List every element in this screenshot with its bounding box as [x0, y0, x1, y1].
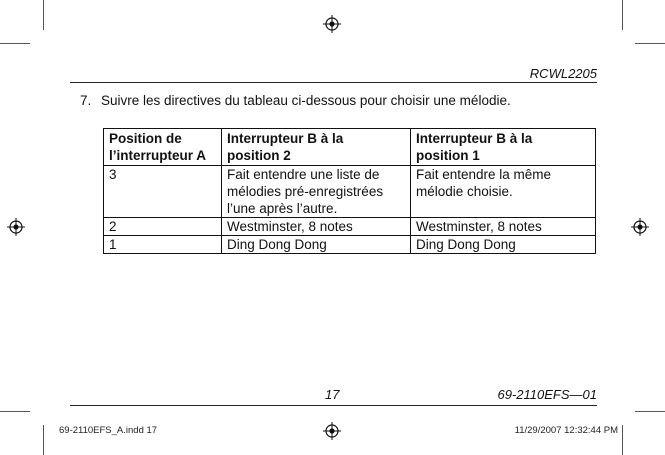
header-switch-b-position-1: [411, 129, 596, 166]
table-cell: [222, 218, 411, 236]
cell-line: Westminster, 8 notes: [227, 219, 353, 234]
crop-mark-top-left-v: [43, 0, 44, 30]
table-cell: [104, 236, 222, 254]
table-row: [104, 218, 596, 236]
slug-datetime: 11/29/2007 12:32:44 PM: [514, 425, 618, 436]
cell-line: 2: [109, 219, 117, 234]
header-line: Position de: [109, 131, 182, 146]
registration-mark-left-icon: [7, 218, 25, 236]
instruction: [80, 93, 511, 108]
crop-mark-bottom-left-v: [43, 425, 44, 455]
table-cell: [411, 236, 596, 254]
crop-mark-top-left-h: [0, 43, 30, 44]
crop-mark-top-right-v: [622, 0, 623, 30]
footer-rule: [70, 405, 597, 406]
cell-line: 3: [109, 167, 117, 182]
table-cell: [222, 236, 411, 254]
table-cell: [222, 166, 411, 218]
cell-line: Fait entendre la même: [416, 167, 552, 182]
header-line: position 1: [416, 148, 480, 163]
instruction-number: 7.: [80, 93, 92, 108]
page-number: 17: [325, 387, 340, 402]
header-switch-a-position: [104, 129, 222, 166]
table-cell: [104, 218, 222, 236]
cell-line: mélodie choisie.: [416, 184, 513, 199]
header-line: Interrupteur B à la: [416, 131, 533, 146]
cell-line: Ding Dong Dong: [416, 237, 516, 252]
registration-mark-bottom-icon: [323, 422, 341, 440]
table-cell: [411, 166, 596, 218]
slug-file-name: 69-2110EFS_A.indd 17: [59, 425, 158, 436]
header-model-code: RCWL2205: [529, 66, 597, 81]
cell-line: Westminster, 8 notes: [416, 219, 542, 234]
header-line: position 2: [227, 148, 291, 163]
instruction-text: Suivre les directives du tableau ci-dessous pour choisir une mélodie.: [101, 93, 511, 108]
header-line: Interrupteur B à la: [227, 131, 344, 146]
header-line: l’interrupteur A: [109, 148, 207, 163]
crop-mark-bottom-left-h: [0, 411, 30, 412]
crop-mark-top-right-h: [635, 43, 665, 44]
cell-line: Fait entendre une liste de: [227, 167, 380, 182]
crop-mark-bottom-right-v: [622, 425, 623, 455]
table-row: [104, 236, 596, 254]
registration-mark-right-icon: [631, 218, 649, 236]
table-cell: [411, 218, 596, 236]
header-switch-b-position-2: [222, 129, 411, 166]
header-rule: [70, 82, 597, 83]
document-code: 69-2110EFS—01: [497, 387, 597, 402]
table-row: [104, 166, 596, 218]
registration-mark-top-icon: [323, 15, 341, 33]
melody-table: [103, 128, 596, 254]
crop-mark-bottom-right-h: [635, 411, 665, 412]
cell-line: 1: [109, 237, 117, 252]
table-cell: [104, 166, 222, 218]
cell-line: l’une après l’autre.: [227, 201, 338, 216]
cell-line: mélodies pré-enregistrées: [227, 184, 384, 199]
cell-line: Ding Dong Dong: [227, 237, 327, 252]
table-header-row: [104, 129, 596, 166]
